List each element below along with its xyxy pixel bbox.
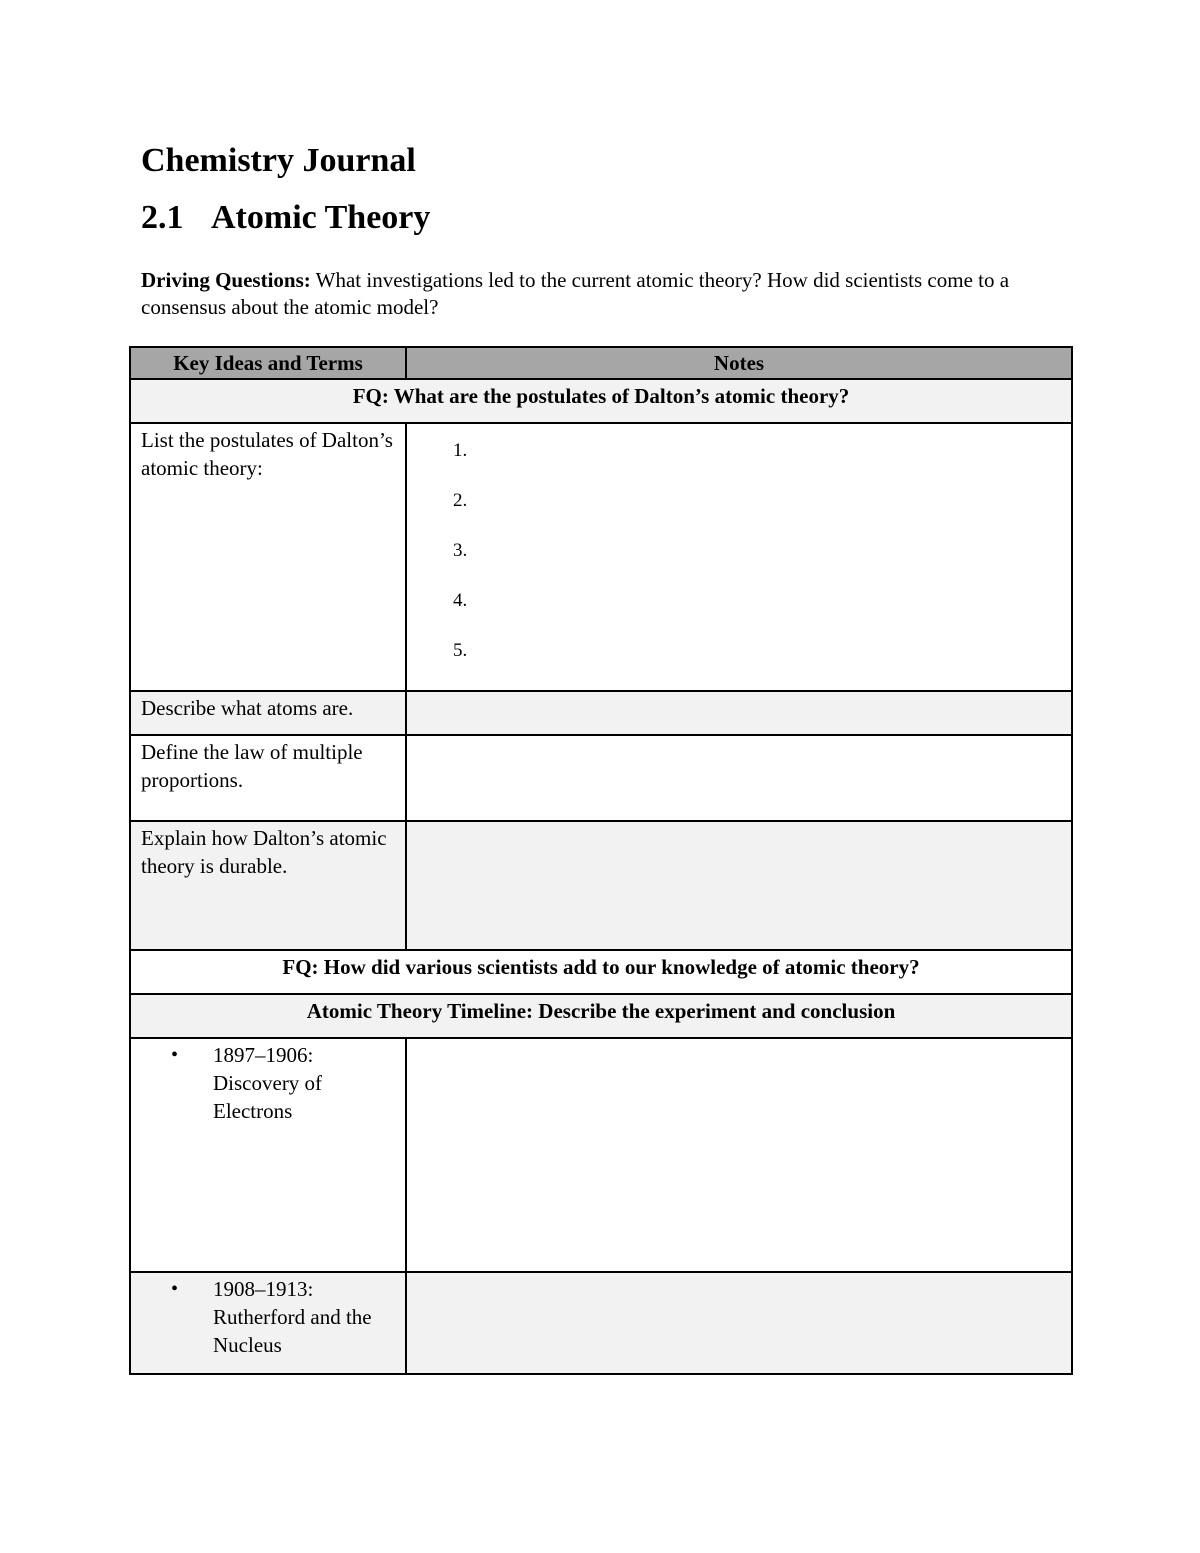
focus-question-row (130, 379, 1072, 423)
section-number: 2.1 (141, 199, 184, 236)
driving-questions (141, 267, 1061, 321)
table-row (130, 735, 1072, 821)
journal-title: Chemistry Journal (141, 142, 416, 179)
driving-questions-label: Driving Questions: (141, 268, 311, 292)
section-title: Atomic Theory (211, 199, 431, 236)
notes-table (129, 346, 1073, 1375)
focus-question-scientists: FQ: How did various scientists add to our knowledge of atomic theory? (130, 950, 1072, 994)
bullet-icon: • (171, 1044, 179, 1066)
list-item (171, 1275, 395, 1359)
notes-atoms[interactable] (406, 691, 1072, 735)
notes-nucleus[interactable] (406, 1272, 1072, 1374)
timeline-heading: Atomic Theory Timeline: Describe the experiment and conclusion (130, 994, 1072, 1038)
bullet-icon: • (171, 1278, 179, 1300)
list-item (171, 1041, 395, 1125)
table-row (130, 691, 1072, 735)
notes-durable[interactable] (406, 821, 1072, 950)
prompt-durable: Explain how Dalton’s atomic theory is durable. (130, 821, 406, 950)
timeline-label: 1908–1913: Rutherford and the Nucleus (213, 1277, 372, 1357)
postulate-number: 2. (453, 490, 468, 511)
timeline-heading-row (130, 994, 1072, 1038)
table-header-row (130, 347, 1072, 379)
postulate-number: 5. (453, 640, 468, 661)
section-heading (141, 197, 430, 239)
timeline-item-electrons (130, 1038, 406, 1272)
timeline-item-nucleus (130, 1272, 406, 1374)
table-row (130, 1272, 1072, 1374)
header-notes: Notes (406, 347, 1072, 379)
postulate-list (417, 426, 1061, 676)
notes-postulates[interactable] (406, 423, 1072, 691)
table-row (130, 423, 1072, 691)
focus-question-dalton: FQ: What are the postulates of Dalton’s atomic theory? (130, 379, 1072, 423)
prompt-atoms: Describe what atoms are. (130, 691, 406, 735)
timeline-label: 1897–1906: Discovery of Electrons (213, 1043, 323, 1123)
header-key-ideas: Key Ideas and Terms (130, 347, 406, 379)
postulate-number: 3. (453, 540, 468, 561)
postulate-number: 1. (453, 440, 468, 461)
driving-questions-text: What investigations led to the current atomic theory? How did scientists come to a consensus about the atomic model? (141, 268, 1010, 319)
prompt-postulates: List the postulates of Dalton’s atomic theory: (130, 423, 406, 691)
notes-electrons[interactable] (406, 1038, 1072, 1272)
table-row (130, 821, 1072, 950)
prompt-multiple-proportions: Define the law of multiple proportions. (130, 735, 406, 821)
table-row (130, 1038, 1072, 1272)
focus-question-row (130, 950, 1072, 994)
postulate-number: 4. (453, 590, 468, 611)
notes-multiple-proportions[interactable] (406, 735, 1072, 821)
